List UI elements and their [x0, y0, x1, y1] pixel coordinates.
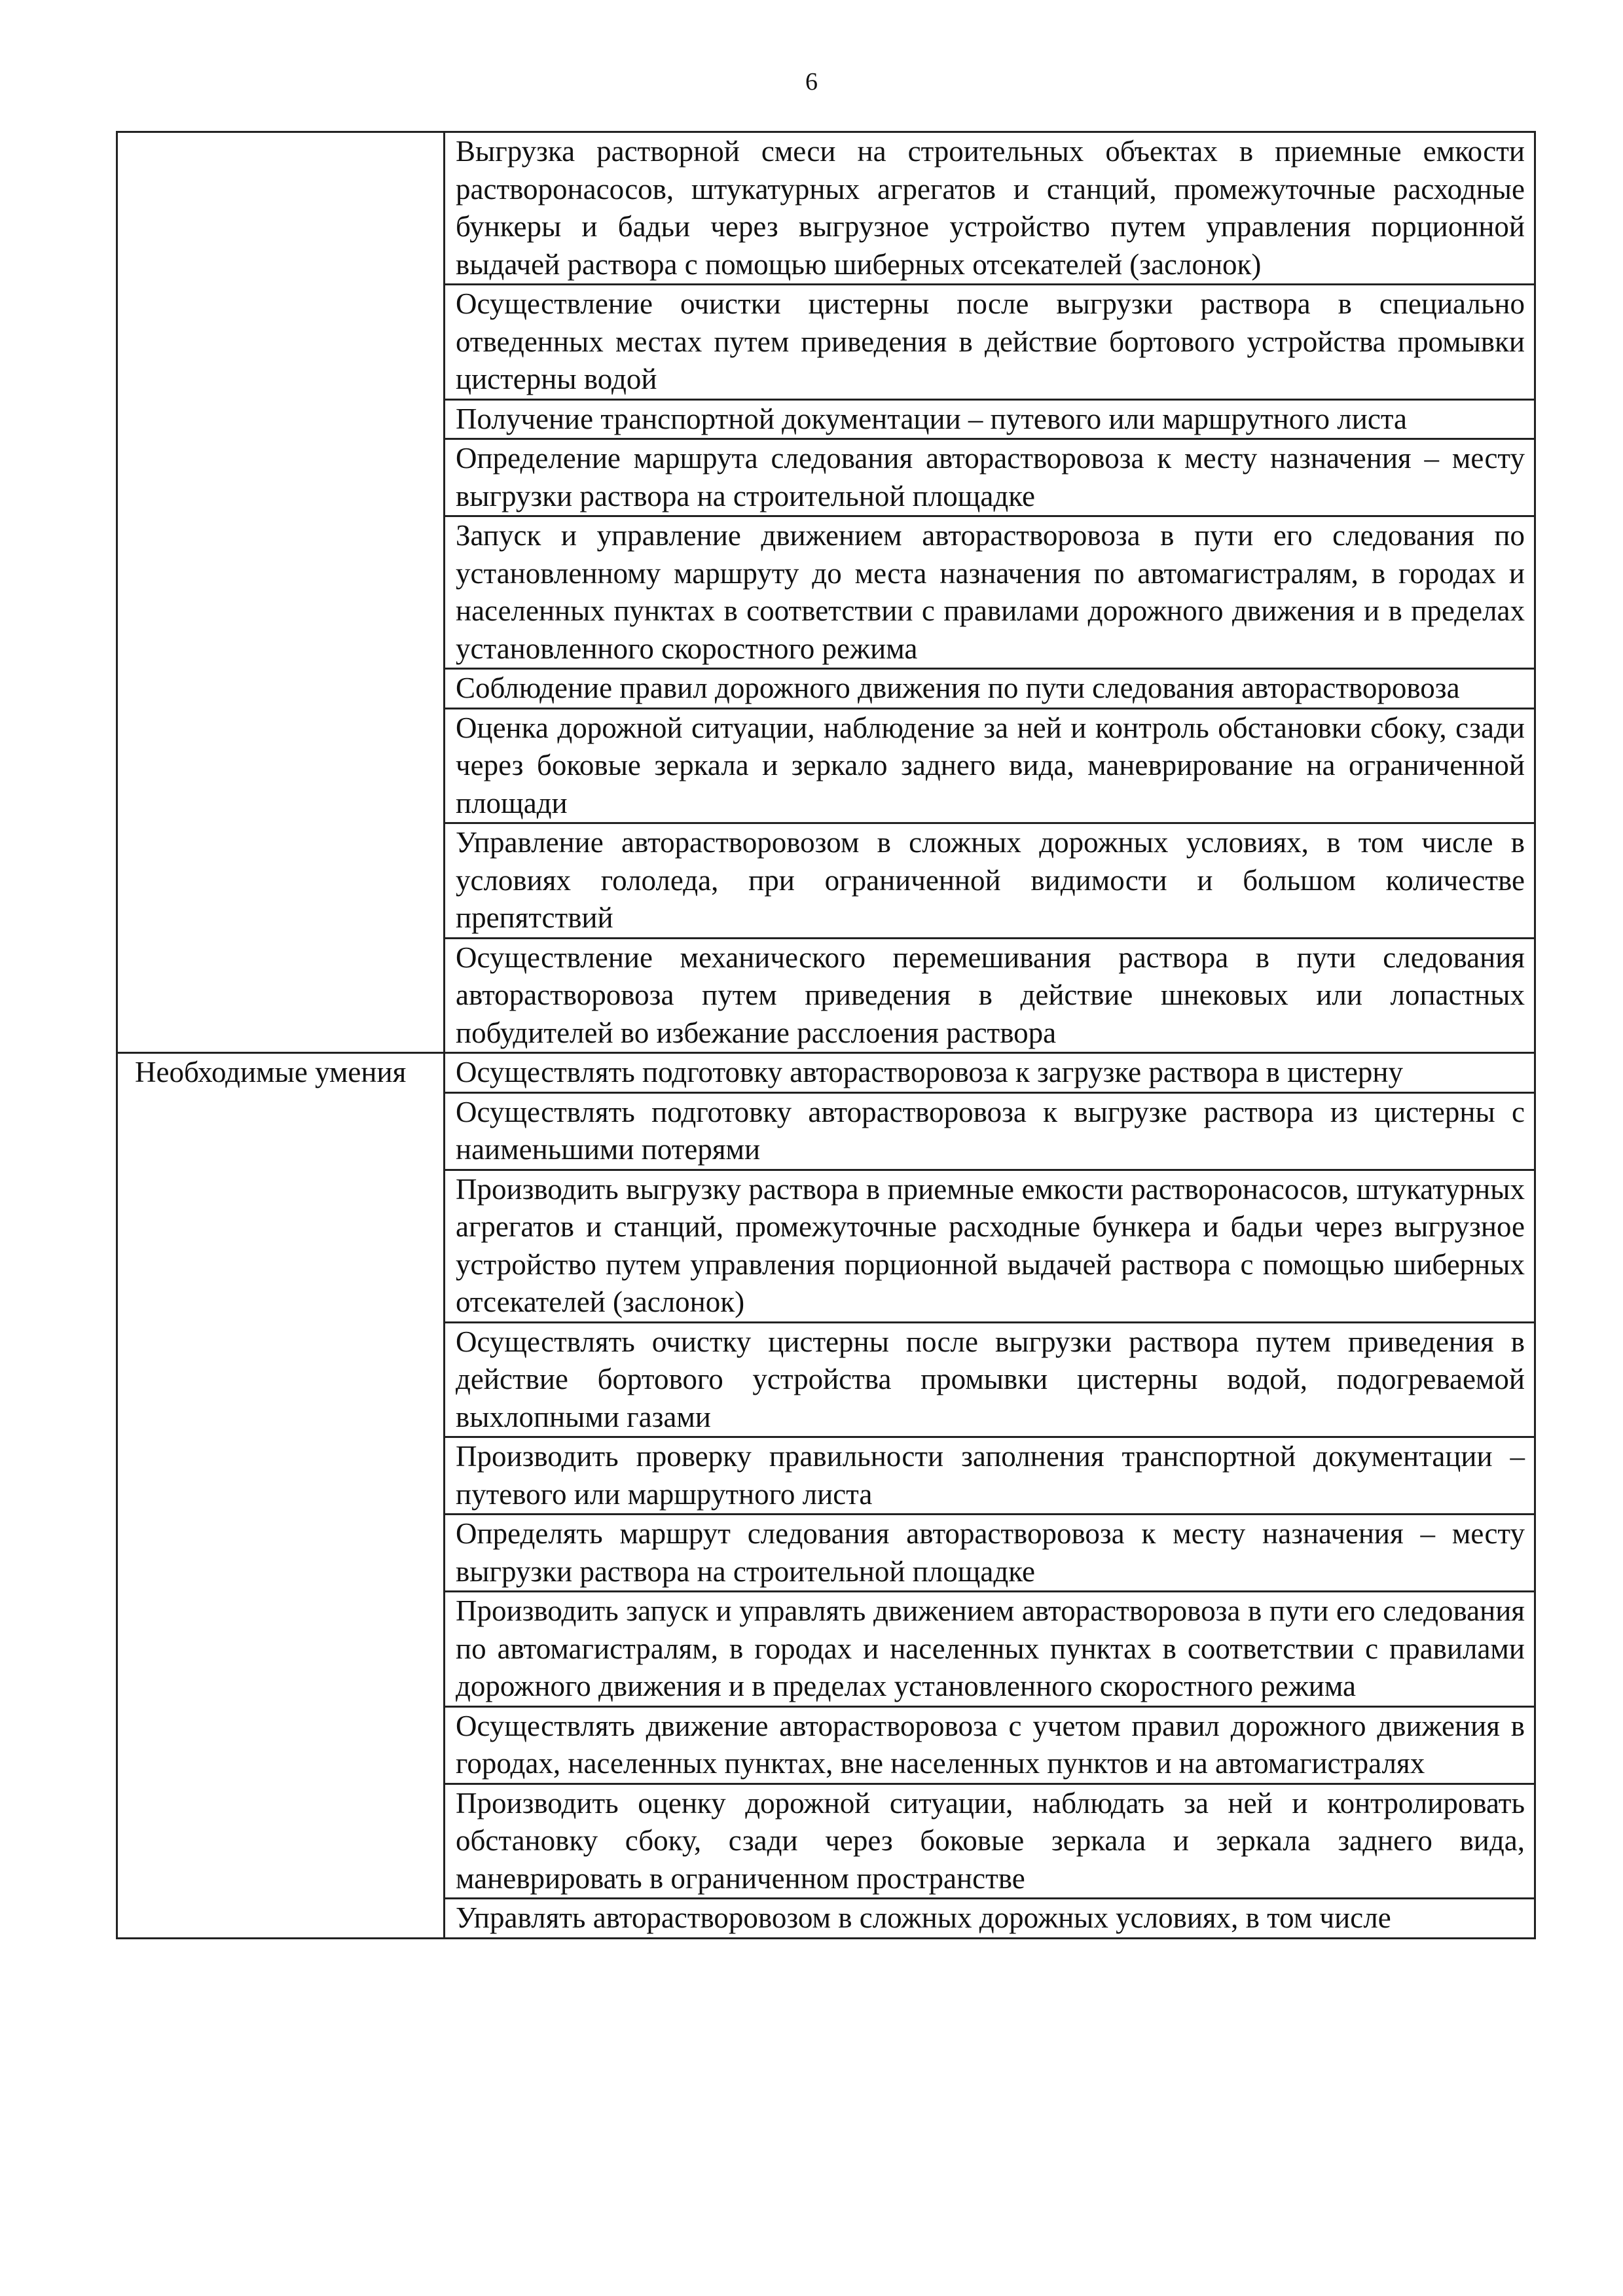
skill-item: Управлять авторастворовозом в сложных дорожных условиях, в том числе — [445, 1899, 1535, 1939]
action-item: Осуществление механического перемешивания раствора в пути следования авторастворовоза путем приведения в действие шнековых или лопастных побудителей во избежание расслоения раствора — [445, 938, 1535, 1053]
action-item: Выгрузка растворной смеси на строительных объектах в приемные емкости растворонасосов, штукатурных агрегатов и станций, промежуточные расходные бункеры и бадьи через выгрузное устройство путем управления порционной выдачей раствора с помощью шиберных отсекателей (заслонок) — [445, 132, 1535, 285]
section-label-empty — [117, 132, 445, 1053]
action-item: Управление авторастворовозом в сложных дорожных условиях, в том числе в условиях гололеда, при ограниченной видимости и большом количестве препятствий — [445, 823, 1535, 939]
skill-item: Производить проверку правильности заполнения транспортной документации – путевого или маршрутного листа — [445, 1437, 1535, 1515]
skill-item: Производить запуск и управлять движением авторастворовоза в пути его следования по автомагистралям, в городах и населенных пунктах в соответствии с правилами дорожного движения и в пределах установленного скоростного режима — [445, 1592, 1535, 1707]
skill-item: Осуществлять движение авторастворовоза с учетом правил дорожного движения в городах, населенных пунктах, вне населенных пунктов и на автомагистралях — [445, 1706, 1535, 1784]
table-row — [117, 1053, 1535, 1093]
section-label-skills: Необходимые умения — [117, 1053, 445, 1939]
action-item: Запуск и управление движением авторастворовоза в пути его следования по установленному маршруту до места назначения по автомагистралям, в городах и населенных пунктах в соответствии с правилами дорожного движения и в пределах установленного скоростного режима — [445, 516, 1535, 669]
skill-item: Осуществлять очистку цистерны после выгрузки раствора путем приведения в действие бортового устройства промывки цистерны водой, подогреваемой выхлопными газами — [445, 1322, 1535, 1437]
action-item: Осуществление очистки цистерны после выгрузки раствора в специально отведенных местах путем приведения в действие бортового устройства промывки цистерны водой — [445, 285, 1535, 400]
action-item: Оценка дорожной ситуации, наблюдение за ней и контроль обстановки сбоку, сзади через боковые зеркала и зеркало заднего вида, маневрирование на ограниченной площади — [445, 708, 1535, 823]
action-item: Определение маршрута следования авторастворовоза к месту назначения – месту выгрузки раствора на строительной площадке — [445, 439, 1535, 516]
action-item: Соблюдение правил дорожного движения по пути следования авторастворовоза — [445, 669, 1535, 709]
table-row — [117, 132, 1535, 285]
skill-item: Осуществлять подготовку авторастворовоза к выгрузке раствора из цистерны с наименьшими потерями — [445, 1092, 1535, 1170]
action-item: Получение транспортной документации – путевого или маршрутного листа — [445, 399, 1535, 439]
page-number: 6 — [805, 68, 818, 96]
skill-item: Осуществлять подготовку авторастворовоза к загрузке раствора в цистерну — [445, 1053, 1535, 1093]
skill-item: Определять маршрут следования авторастворовоза к месту назначения – месту выгрузки раствора на строительной площадке — [445, 1515, 1535, 1592]
requirements-table — [116, 131, 1536, 1939]
skill-item: Производить оценку дорожной ситуации, наблюдать за ней и контролировать обстановку сбоку, сзади через боковые зеркала и зеркала заднего вида, маневрировать в ограниченном пространстве — [445, 1784, 1535, 1899]
skill-item: Производить выгрузку раствора в приемные емкости растворонасосов, штукатурных агрегатов и станций, промежуточные расходные бункера и бадьи через выгрузное устройство путем управления порционной выдачей раствора с помощью шиберных отсекателей (заслонок) — [445, 1170, 1535, 1322]
